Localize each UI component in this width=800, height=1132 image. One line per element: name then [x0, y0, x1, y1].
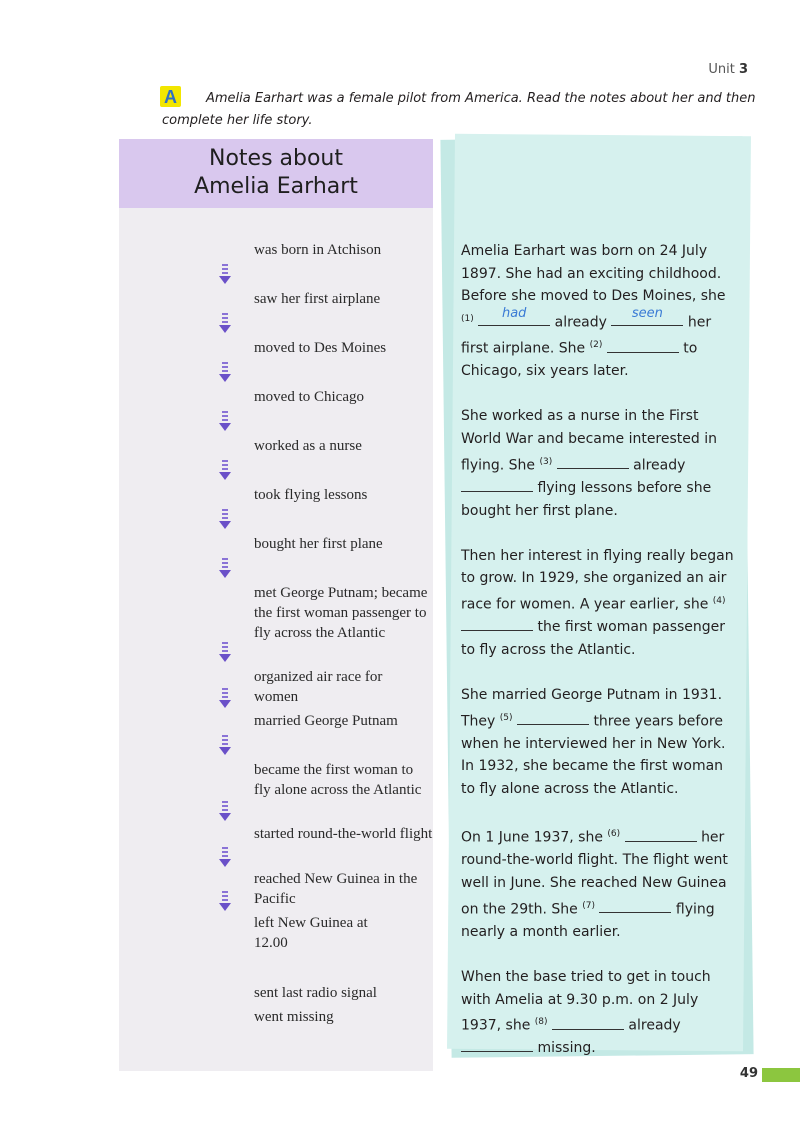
- unit-label: [708, 62, 748, 77]
- answer-text: had: [501, 305, 527, 321]
- entry-event: went missing: [254, 1009, 334, 1025]
- notes-panel: [119, 139, 433, 1071]
- down-arrow-icon: [219, 847, 231, 867]
- story-paragraph: On 1 June 1937, she $^{(6)}$ her round-the-world flight. The flight went well in June. She reached New Guinea on the 29th. She $^{(7)}$ flying nearly a month earlier.: [461, 829, 728, 940]
- answer-blank-6[interactable]: [625, 828, 697, 842]
- blank-number: (2): [589, 340, 603, 351]
- entry-event: met George Putnam; became the first woman passenger to fly across the Atlantic: [254, 585, 428, 641]
- answer-blank-1b[interactable]: [611, 305, 683, 326]
- down-arrow-icon: [219, 891, 231, 911]
- story-paragraph: Amelia Earhart was born on 24 July 1897. She had an exciting childhood. Before she moved to Des Moines, she $^{(1)}$ had already seen her first airplane. She $^{(2)}$ to Chicago, six years later.: [461, 243, 726, 380]
- down-arrow-icon: [219, 509, 231, 529]
- entry-event: reached New Guinea in the Pacific: [254, 871, 418, 907]
- blank-number: (3): [539, 456, 553, 467]
- notes-title-line1: Notes about: [208, 146, 343, 171]
- blank-number: (6): [607, 829, 621, 840]
- entry-event: became the first woman to fly alone across the Atlantic: [254, 762, 422, 798]
- unit-word: Unit: [708, 62, 735, 77]
- answer-blank-1[interactable]: [478, 305, 550, 326]
- entry-event: took flying lessons: [254, 487, 368, 503]
- down-arrow-icon: [219, 558, 231, 578]
- life-story-text: [461, 240, 741, 1083]
- entry-event: moved to Chicago: [254, 389, 364, 405]
- entry-event: sent last radio signal: [254, 985, 377, 1001]
- down-arrow-icon: [219, 460, 231, 480]
- down-arrow-icon: [219, 362, 231, 382]
- answer-blank-3b[interactable]: [461, 478, 533, 492]
- down-arrow-icon: [219, 264, 231, 284]
- answer-blank-7[interactable]: [599, 899, 671, 913]
- entry-event: moved to Des Moines: [254, 340, 387, 356]
- answer-blank-8b[interactable]: [461, 1038, 533, 1052]
- answer-blank-8[interactable]: [552, 1016, 624, 1030]
- story-paragraph: When the base tried to get in touch with Amelia at 9.30 p.m. on 2 July 1937, she $^{(8)}$ already missing.: [461, 969, 711, 1057]
- down-arrow-icon: [219, 735, 231, 755]
- blank-number: (7): [582, 900, 595, 911]
- story-paragraph: She married George Putnam in 1931. They $^{(5)}$ three years before when he interviewed her in New York. In 1932, she became the first woman to fly alone across the Atlantic.: [461, 686, 726, 797]
- timeline: [119, 139, 433, 1071]
- entry-event: was born in Atchison: [254, 242, 382, 258]
- entry-event: married George Putnam: [254, 713, 398, 729]
- page-number: 49: [739, 1066, 758, 1081]
- blank-number: (1): [461, 313, 474, 324]
- answer-text: seen: [631, 305, 663, 321]
- page-number-bar: [762, 1068, 800, 1082]
- blank-number: (4): [712, 595, 726, 606]
- down-arrow-icon: [219, 688, 231, 708]
- exercise-letter: A: [164, 87, 177, 107]
- exercise-instruction: Amelia Earhart was a female pilot from America. Read the notes about her and then complete her life story.: [162, 91, 756, 128]
- entry-event: bought her first plane: [254, 536, 383, 552]
- notes-title-line2: Amelia Earhart: [194, 174, 358, 199]
- entry-event: left New Guinea at 12.00: [254, 915, 368, 951]
- down-arrow-icon: [219, 801, 231, 821]
- answer-blank-2[interactable]: [607, 339, 679, 353]
- entry-event: saw her first airplane: [254, 291, 381, 307]
- unit-number: 3: [738, 62, 748, 77]
- story-paragraph: Then her interest in flying really began to grow. In 1929, she organized an air race for women. A year earlier, she $^{(4)}$ the first woman passenger to fly across the Atlantic.: [461, 547, 734, 658]
- story-paragraph: She worked as a nurse in the First World War and became interested in flying. She $^{(3)}$ already flying lessons before she bought her first plane.: [461, 408, 717, 519]
- answer-blank-3[interactable]: [557, 455, 629, 469]
- down-arrow-icon: [219, 313, 231, 333]
- entry-event: started round-the-world flight: [254, 826, 433, 842]
- answer-blank-5[interactable]: [517, 711, 589, 725]
- blank-number: (8): [534, 1017, 548, 1028]
- blank-number: (5): [499, 712, 513, 723]
- entry-event: worked as a nurse: [254, 438, 362, 454]
- down-arrow-icon: [219, 642, 231, 662]
- entry-event: organized air race for women: [254, 669, 383, 705]
- answer-blank-4[interactable]: [461, 617, 533, 631]
- down-arrow-icon: [219, 411, 231, 431]
